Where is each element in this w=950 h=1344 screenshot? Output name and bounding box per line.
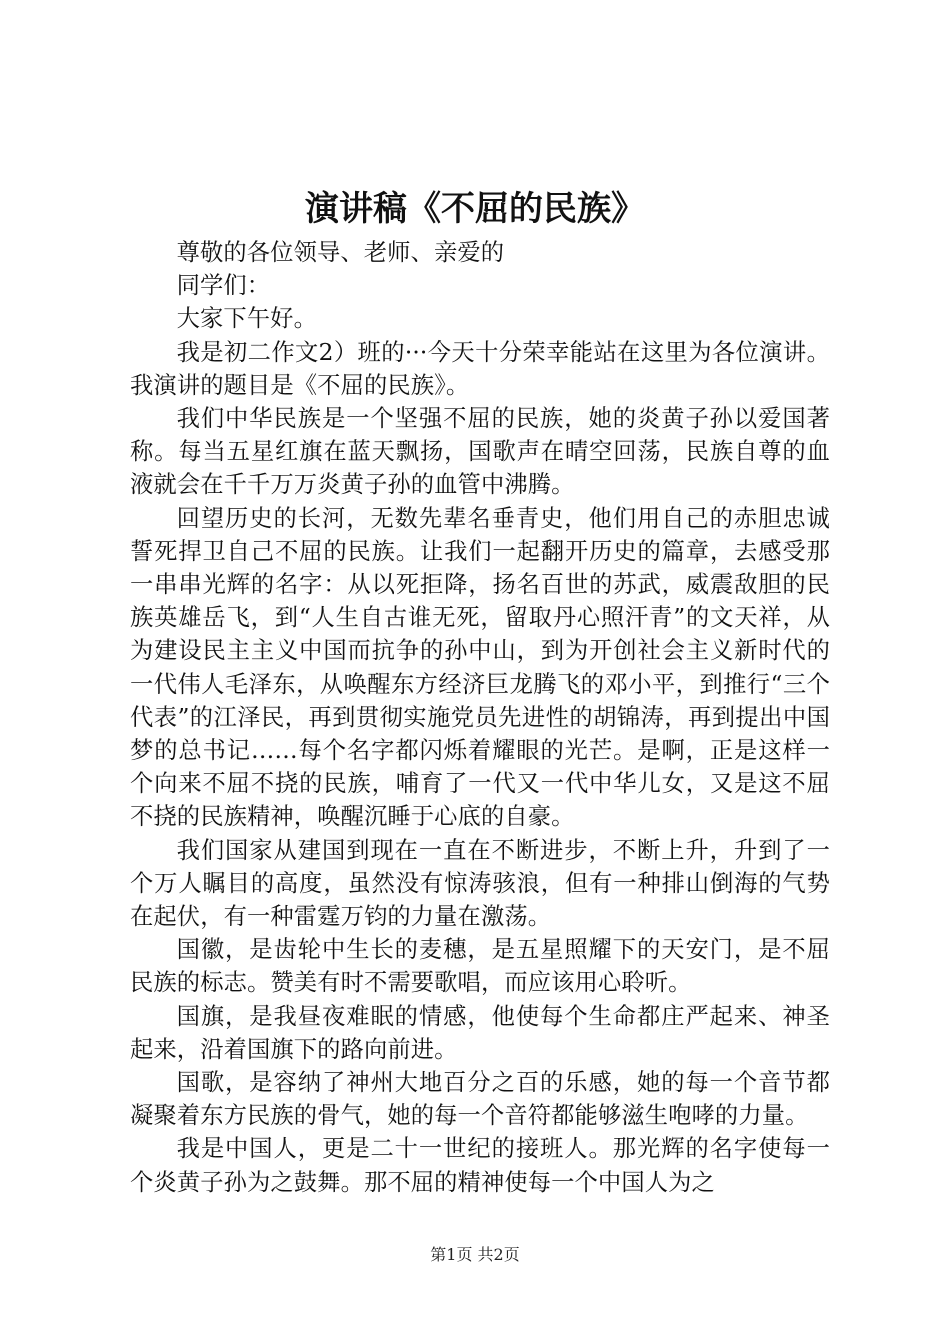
page-number-footer: 第1页 共2页 <box>430 1245 520 1264</box>
paragraph: 我们国家从建国到现在一直在不断进步，不断上升，升到了一个万人瞩目的高度，虽然没有惊涛骇浪，但有一种排山倒海的气势在起伏，有一种雷霆万钧的力量在激荡。 <box>130 836 830 931</box>
salutation-line-1: 尊敬的各位领导、老师、亲爱的 <box>176 239 505 266</box>
paragraph: 我们中华民族是一个坚强不屈的民族，她的炎黄子孙以爱国著称。每当五星红旗在蓝天飘扬，国歌声在晴空回荡，民族自尊的血液就会在千千万万炎黄子孙的血管中沸腾。 <box>130 405 830 499</box>
document-body <box>130 236 830 1199</box>
salutation-line-2: 同学们： <box>176 272 271 300</box>
paragraph: 国徽，是齿轮中生长的麦穗，是五星照耀下的天安门，是不屈民族的标志。赞美有时不需要歌唱，而应该用心聆听。 <box>130 936 830 997</box>
paragraph: 我是中国人，更是二十一世纪的接班人。那光辉的名字使每一个炎黄子孙为之鼓舞。那不屈的精神使每一个中国人为之 <box>130 1135 830 1196</box>
paragraph: 国旗，是我昼夜难眠的情感，他使每个生命都庄严起来、神圣起来，沿着国旗下的路向前进。 <box>130 1002 830 1063</box>
paragraph: 国歌，是容纳了神州大地百分之百的乐感，她的每一个音节都凝聚着东方民族的骨气，她的每一个音符都能够滋生咆哮的力量。 <box>130 1069 830 1130</box>
paragraph: 我是初二作文2）班的···今天十分荣幸能站在这里为各位演讲。我演讲的题目是《不屈的民族》。 <box>130 338 830 399</box>
greeting: 大家下午好。 <box>176 305 317 333</box>
paragraph: 回望历史的长河，无数先辈名垂青史，他们用自己的赤胆忠诚誓死捍卫自己不屈的民族。让我们一起翻开历史的篇章，去感受那一串串光辉的名字：从以死拒降，扬名百世的苏武，威震敌胆的民族英雄岳飞，到“人生自古谁无死，留取丹心照汗青”的文天祥，从为建设民主主义中国而抗争的孙中山，到为开创社会主义新时代的一代伟人毛泽东，从唤醒东方经济巨龙腾飞的邓小平，到推行“三个代表”的江泽民，再到贯彻实施党员先进性的胡锦涛，再到提出中国梦的总书记……每个名字都闪烁着耀眼的光芒。是啊，正是这样一个向来不屈不挠的民族，哺育了一代又一代中华儿女，又是这不屈不挠的民族精神，唤醒沉睡于心底的自豪。 <box>130 504 830 831</box>
document-title: 演讲稿《不屈的民族》 <box>305 189 645 229</box>
